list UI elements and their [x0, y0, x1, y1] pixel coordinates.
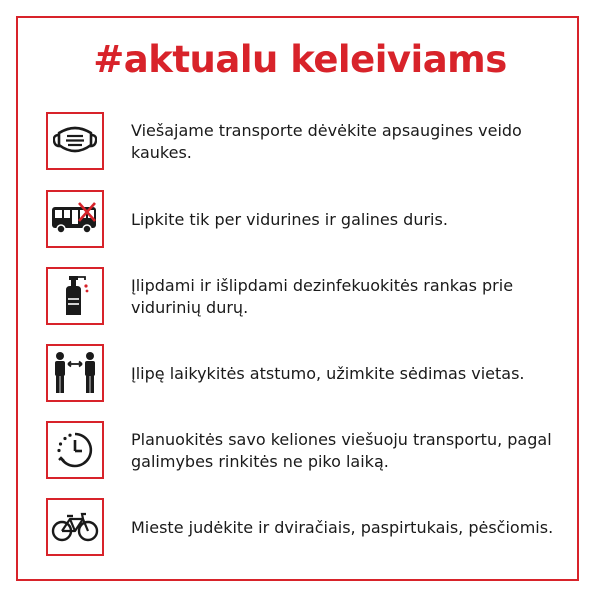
list-item-bicycle: [46, 498, 566, 558]
item-text: Įlipdami ir išlipdami dezinfekuokitės rankas prie vidurinių durų.: [131, 276, 514, 317]
icon-box: [46, 190, 104, 248]
list-item-bus: [46, 190, 566, 250]
clock-icon: [55, 430, 95, 470]
bus-crossed-door-icon: [50, 202, 100, 236]
item-text: Mieste judėkite ir dviračiais, paspirtukais, pėsčiomis.: [131, 518, 554, 537]
icon-box: [46, 344, 104, 402]
icon-box: [46, 421, 104, 479]
item-text: Planuokitės savo keliones viešuoju transportu, pagal galimybes rinkitės ne piko laiką.: [131, 430, 552, 471]
social-distance-icon: [52, 351, 98, 395]
item-text: Lipkite tik per vidurines ir galines duris.: [131, 210, 448, 229]
list-item-clock: [46, 421, 566, 481]
icon-box: [46, 267, 104, 325]
icon-box: [46, 498, 104, 556]
item-text: Viešajame transporte dėvėkite apsaugines veido kaukes.: [131, 121, 522, 162]
poster-title: #aktualu keleiviams: [93, 38, 507, 81]
item-text: Įlipę laikykitės atstumo, užimkite sėdimas vietas.: [131, 364, 525, 383]
face-mask-icon: [53, 125, 97, 157]
list-item-mask: [46, 112, 566, 172]
bicycle-icon: [51, 511, 99, 543]
icon-box: [46, 112, 104, 170]
list-item-sanitizer: [46, 267, 566, 327]
list-item-distance: [46, 344, 566, 404]
sanitizer-bottle-icon: [60, 274, 90, 318]
